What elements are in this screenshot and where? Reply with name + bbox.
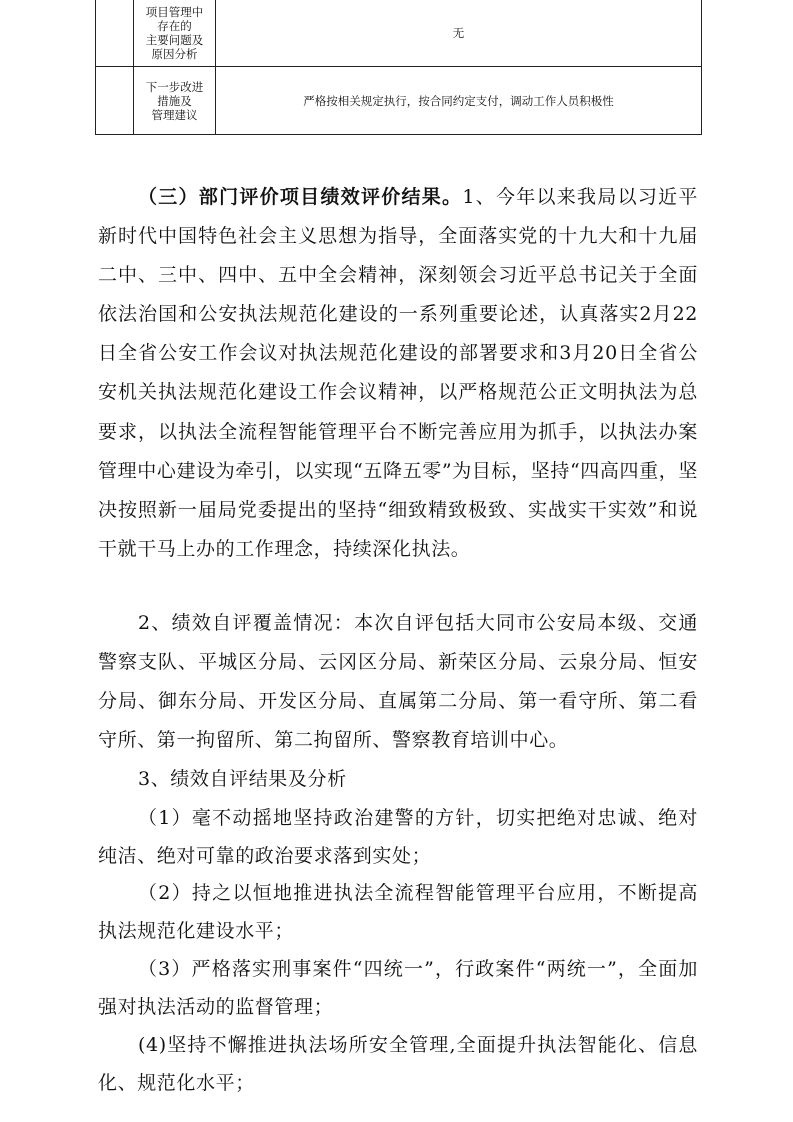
- result-point-text: （2）持之以恒地推进执法全流程智能管理平台应用，不断提高执法规范化建设水平；: [98, 882, 698, 942]
- section3-paragraph-1: [98, 178, 698, 569]
- row-label-improvements: 下一步改进 措施及 管理建议: [134, 67, 216, 135]
- section3-heading: （三）部门评价项目绩效评价结果。: [138, 186, 463, 208]
- evaluation-table: [95, 0, 702, 135]
- results-heading: 3、绩效自评结果及分析: [138, 768, 347, 790]
- coverage-text: 2、绩效自评覆盖情况：本次自评包括大同市公安局本级、交通警察支队、平城区分局、云冈区分局、新荣区分局、云泉分局、恒安分局、御东分局、开发区分局、直属第二分局、第一看守所、第二看守所、第一拘留所、第二拘留所、警察教育培训中心。: [98, 612, 698, 752]
- result-point-text: (4)坚持不懈推进执法场所安全管理,全面提升执法智能化、信息化、规范化水平；: [98, 1034, 698, 1094]
- row-value-problems: 无: [216, 0, 702, 67]
- result-point-text: （3）严格落实刑事案件“四统一”，行政案件“两统一”，全面加强对执法活动的监督管理；: [98, 958, 698, 1018]
- result-point-4: [98, 1026, 698, 1102]
- result-point-3: [98, 950, 698, 1026]
- result-point-1: [98, 799, 698, 875]
- table-row: [96, 0, 702, 67]
- table-cell-empty: [96, 0, 134, 67]
- result-point-2: [98, 874, 698, 950]
- result-point-text: （1）毫不动摇地坚持政治建警的方针，切实把绝对忠诚、绝对纯洁、绝对可靠的政治要求落到实处；: [98, 807, 698, 867]
- section3-paragraph-2: [98, 604, 698, 760]
- section3-paragraph-3: [98, 760, 698, 798]
- table-cell-empty: [96, 67, 134, 135]
- row-label-problems: 项目管理中 存在的 主要问题及 原因分析: [134, 0, 216, 67]
- section3-item1-text: 1、今年以来我局以习近平新时代中国特色社会主义思想为指导，全面落实党的十九大和十九届二中、三中、四中、五中全会精神，深刻领会习近平总书记关于全面依法治国和公安执法规范化建设的一系列重要论述，认真落实2月22日全省公安工作会议对执法规范化建设的部署要求和3月20日全省公安机关执法规范化建设工作会议精神，以严格规范公正文明执法为总要求，以执法全流程智能管理平台不断完善应用为抓手，以执法办案管理中心建设为牵引，以实现“五降五零”为目标，坚持“四高四重，坚决按照新一届局党委提出的坚持“细致精致极致、实战实干实效”和说干就干马上办的工作理念，持续深化执法。: [98, 186, 698, 560]
- table-row: [96, 67, 702, 135]
- row-value-improvements: 严格按相关规定执行，按合同约定支付，调动工作人员积极性: [216, 67, 702, 135]
